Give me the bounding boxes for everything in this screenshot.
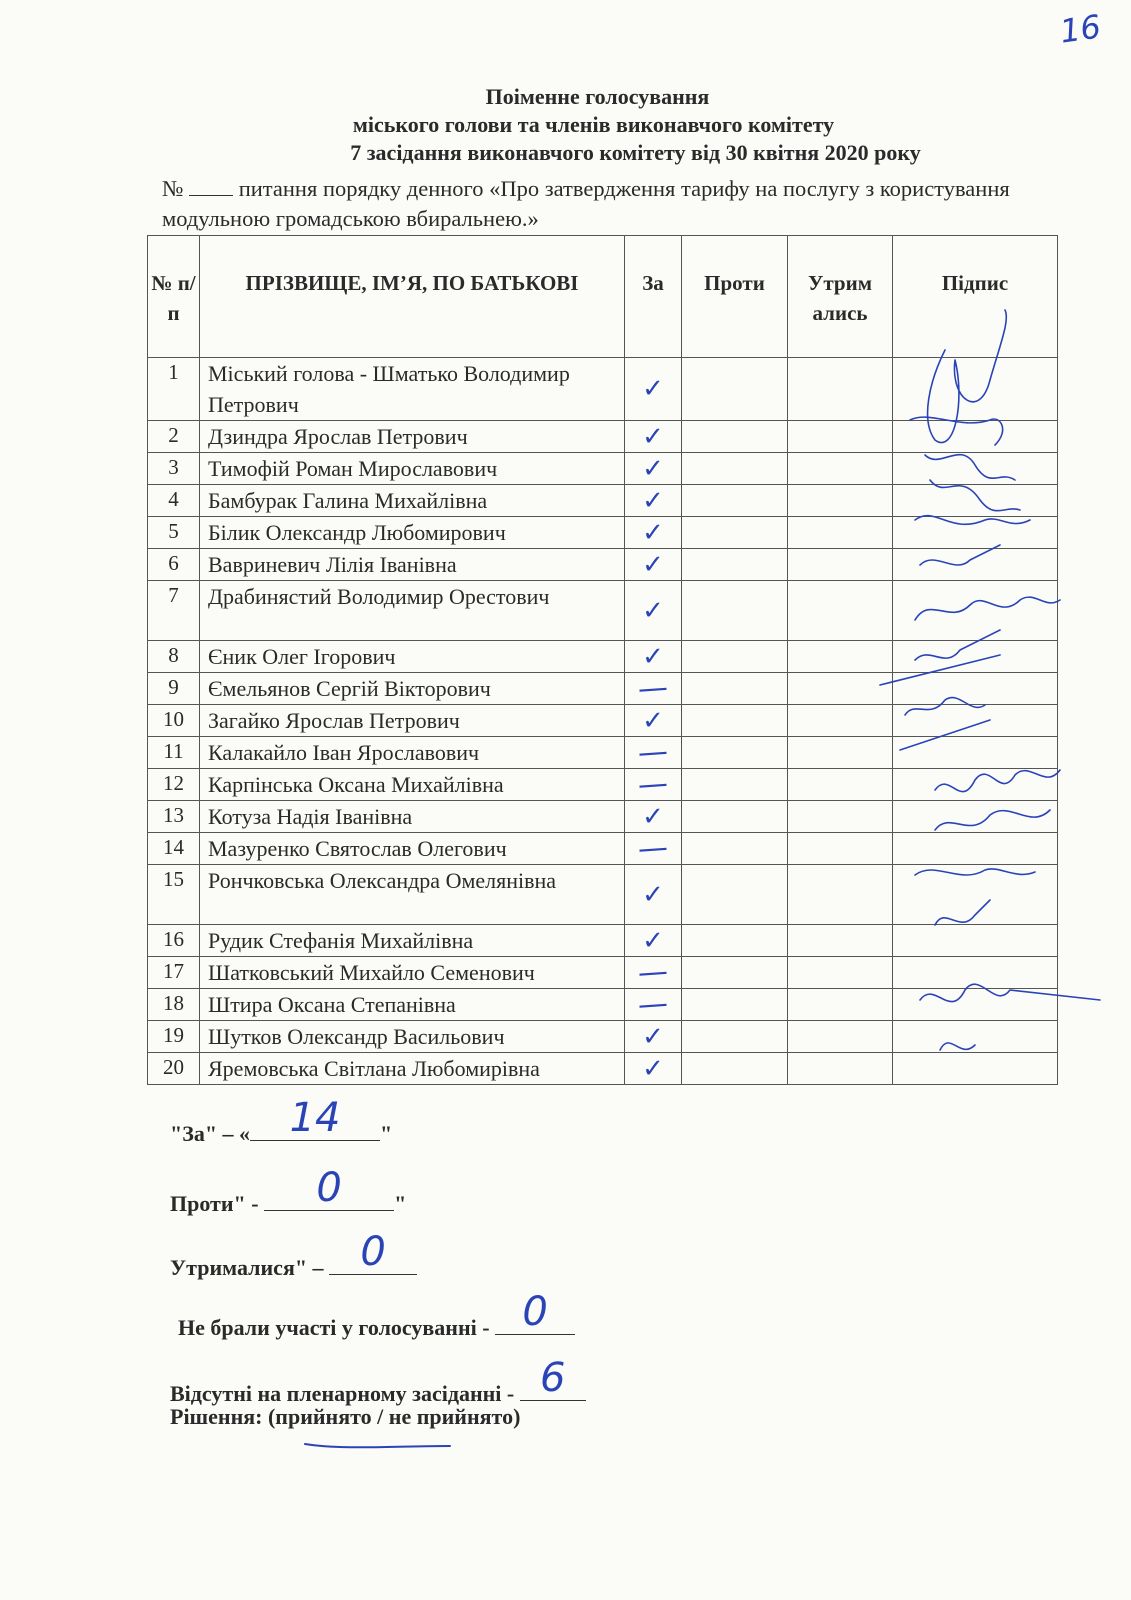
vote-za-cell bbox=[625, 485, 682, 517]
row-number: 12 bbox=[148, 769, 200, 801]
vote-utrymalys-cell bbox=[788, 989, 893, 1021]
row-number: 5 bbox=[148, 517, 200, 549]
dash-mark-icon: — bbox=[636, 733, 670, 771]
signature-cell bbox=[893, 358, 1058, 421]
vote-utrymalys-cell bbox=[788, 705, 893, 737]
summary-utrymalysia-label: Утрималися" – bbox=[170, 1255, 330, 1280]
table-row bbox=[148, 453, 1058, 485]
table-row bbox=[148, 925, 1058, 957]
member-name: Яремовська Світлана Любомирівна bbox=[200, 1053, 625, 1085]
row-number: 16 bbox=[148, 925, 200, 957]
dash-mark-icon: — bbox=[636, 829, 670, 867]
member-name: Міський голова - Шматько Володимир Петрович bbox=[200, 358, 625, 421]
vote-za-cell bbox=[625, 801, 682, 833]
table-row bbox=[148, 801, 1058, 833]
dash-mark-icon: — bbox=[636, 953, 670, 991]
vote-proty-cell bbox=[682, 737, 788, 769]
vote-utrymalys-cell bbox=[788, 1053, 893, 1085]
table-row bbox=[148, 673, 1058, 705]
vote-proty-cell bbox=[682, 925, 788, 957]
signature-cell bbox=[893, 453, 1058, 485]
agenda-number-blank bbox=[189, 177, 233, 196]
roll-call-table bbox=[147, 235, 1058, 1085]
summary-ne-braly-label: Не брали участі у голосуванні - bbox=[178, 1315, 496, 1340]
table-row bbox=[148, 549, 1058, 581]
vote-proty-cell bbox=[682, 957, 788, 989]
member-name: Вавриневич Лілія Іванівна bbox=[200, 549, 625, 581]
table-row bbox=[148, 833, 1058, 865]
summary-za-label: "За" – « bbox=[170, 1121, 251, 1146]
vote-utrymalys-cell bbox=[788, 1021, 893, 1053]
checkmark-icon: ✓ bbox=[642, 801, 664, 832]
checkmark-icon: ✓ bbox=[642, 549, 664, 580]
vote-proty-cell bbox=[682, 549, 788, 581]
row-number: 2 bbox=[148, 421, 200, 453]
vote-proty-cell bbox=[682, 865, 788, 925]
checkmark-icon: ✓ bbox=[642, 595, 664, 626]
vote-proty-cell bbox=[682, 421, 788, 453]
signature-cell bbox=[893, 549, 1058, 581]
vote-utrymalys-cell bbox=[788, 957, 893, 989]
vote-za-cell bbox=[625, 1021, 682, 1053]
row-number: 15 bbox=[148, 865, 200, 925]
vote-proty-cell bbox=[682, 641, 788, 673]
table-row bbox=[148, 957, 1058, 989]
member-name: Котуза Надія Іванівна bbox=[200, 801, 625, 833]
row-number: 3 bbox=[148, 453, 200, 485]
vote-za-cell bbox=[625, 765, 682, 803]
vote-proty-cell bbox=[682, 801, 788, 833]
summary-rishennia bbox=[170, 1404, 520, 1430]
vote-za-cell bbox=[625, 953, 682, 991]
summary-ne-braly-value: 0 bbox=[522, 1289, 548, 1335]
vote-proty-cell bbox=[682, 581, 788, 641]
signature-cell bbox=[893, 957, 1058, 989]
vote-za-cell bbox=[625, 358, 682, 421]
checkmark-icon: ✓ bbox=[642, 925, 664, 956]
table-row bbox=[148, 421, 1058, 453]
signature-cell bbox=[893, 865, 1058, 925]
vote-proty-cell bbox=[682, 358, 788, 421]
page-number: 16 bbox=[1057, 7, 1104, 51]
member-name: Ємельянов Сергій Вікторович bbox=[200, 673, 625, 705]
table-row bbox=[148, 358, 1058, 421]
checkmark-icon: ✓ bbox=[642, 641, 664, 672]
row-number: 1 bbox=[148, 358, 200, 421]
row-number: 7 bbox=[148, 581, 200, 641]
summary-ne-braly bbox=[178, 1289, 575, 1341]
row-number: 9 bbox=[148, 673, 200, 705]
vote-proty-cell bbox=[682, 1053, 788, 1085]
member-name: Карпінська Оксана Михайлівна bbox=[200, 769, 625, 801]
prynyato-underline-icon bbox=[305, 1444, 450, 1447]
table-row bbox=[148, 865, 1058, 925]
vote-za-cell bbox=[625, 705, 682, 737]
row-number: 6 bbox=[148, 549, 200, 581]
vote-za-cell bbox=[625, 517, 682, 549]
member-name: Дзиндра Ярослав Петрович bbox=[200, 421, 625, 453]
signature-cell bbox=[893, 421, 1058, 453]
table-row bbox=[148, 1053, 1058, 1085]
row-number: 20 bbox=[148, 1053, 200, 1085]
table-row bbox=[148, 485, 1058, 517]
row-number: 4 bbox=[148, 485, 200, 517]
vote-utrymalys-cell bbox=[788, 865, 893, 925]
document-title-line-3: 7 засідання виконавчого комітету від 30 квітня 2020 року bbox=[350, 140, 921, 165]
summary-za-field bbox=[250, 1095, 380, 1141]
table-row bbox=[148, 1021, 1058, 1053]
signature-cell bbox=[893, 1021, 1058, 1053]
signature-cell bbox=[893, 833, 1058, 865]
table-row bbox=[148, 737, 1058, 769]
row-number: 19 bbox=[148, 1021, 200, 1053]
table-row bbox=[148, 705, 1058, 737]
checkmark-icon: ✓ bbox=[642, 453, 664, 484]
row-number: 10 bbox=[148, 705, 200, 737]
table-row bbox=[148, 769, 1058, 801]
member-name: Калакайло Іван Ярославович bbox=[200, 737, 625, 769]
vote-utrymalys-cell bbox=[788, 485, 893, 517]
summary-za-label-end: " bbox=[380, 1121, 393, 1146]
summary-vidsutni-label: Відсутні на пленарному засіданні - bbox=[170, 1381, 520, 1406]
summary-rishennia-label: Рішення: (прийнято / не прийнято) bbox=[170, 1404, 521, 1429]
vote-za-cell bbox=[625, 1053, 682, 1085]
signature-cell bbox=[893, 581, 1058, 641]
vote-proty-cell bbox=[682, 705, 788, 737]
checkmark-icon: ✓ bbox=[642, 485, 664, 516]
vote-za-cell bbox=[625, 641, 682, 673]
member-name: Шутков Олександр Васильович bbox=[200, 1021, 625, 1053]
member-name: Мазуренко Святослав Олегович bbox=[200, 833, 625, 865]
summary-ne-braly-field bbox=[495, 1289, 575, 1335]
header-num: № п/п bbox=[148, 236, 200, 358]
table-row bbox=[148, 517, 1058, 549]
member-name: Тимофій Роман Мирославович bbox=[200, 453, 625, 485]
signature-cell bbox=[893, 705, 1058, 737]
checkmark-icon: ✓ bbox=[642, 705, 664, 736]
summary-vidsutni-field bbox=[520, 1355, 586, 1401]
signature-cell bbox=[893, 485, 1058, 517]
signature-cell bbox=[893, 801, 1058, 833]
member-name: Штира Оксана Степанівна bbox=[200, 989, 625, 1021]
summary-proty-label: Проти" - bbox=[170, 1191, 265, 1216]
row-number: 13 bbox=[148, 801, 200, 833]
vote-utrymalys-cell bbox=[788, 517, 893, 549]
vote-za-cell bbox=[625, 549, 682, 581]
member-name: Шатковський Михайло Семенович bbox=[200, 957, 625, 989]
document-title-line-1: Поіменне голосування bbox=[485, 84, 710, 109]
vote-za-cell bbox=[625, 829, 682, 867]
vote-utrymalys-cell bbox=[788, 925, 893, 957]
vote-za-cell bbox=[625, 421, 682, 453]
header-name: ПРІЗВИЩЕ, ІМ’Я, ПО БАТЬКОВІ bbox=[200, 236, 625, 358]
member-name: Рудик Стефанія Михайлівна bbox=[200, 925, 625, 957]
summary-vidsutni bbox=[170, 1355, 586, 1407]
header-utrymalys: Утрим ались bbox=[788, 236, 893, 358]
signature-cell bbox=[893, 673, 1058, 705]
vote-proty-cell bbox=[682, 1021, 788, 1053]
agenda-prefix: № bbox=[162, 176, 184, 201]
row-number: 14 bbox=[148, 833, 200, 865]
member-name: Загайко Ярослав Петрович bbox=[200, 705, 625, 737]
vote-utrymalys-cell bbox=[788, 421, 893, 453]
vote-za-cell bbox=[625, 453, 682, 485]
row-number: 17 bbox=[148, 957, 200, 989]
vote-proty-cell bbox=[682, 485, 788, 517]
checkmark-icon: ✓ bbox=[642, 879, 664, 910]
signature-cell bbox=[893, 517, 1058, 549]
vote-utrymalys-cell bbox=[788, 673, 893, 705]
vote-za-cell bbox=[625, 985, 682, 1023]
vote-utrymalys-cell bbox=[788, 641, 893, 673]
dash-mark-icon: — bbox=[636, 985, 670, 1023]
summary-vidsutni-value: 6 bbox=[540, 1355, 566, 1401]
summary-za-value: 14 bbox=[289, 1095, 341, 1141]
dash-mark-icon: — bbox=[636, 669, 670, 707]
member-name: Єник Олег Ігорович bbox=[200, 641, 625, 673]
member-name: Білик Олександр Любомирович bbox=[200, 517, 625, 549]
vote-za-cell bbox=[625, 865, 682, 925]
checkmark-icon: ✓ bbox=[642, 517, 664, 548]
summary-utrymalysia bbox=[170, 1229, 417, 1281]
agenda-item bbox=[162, 174, 1057, 234]
vote-utrymalys-cell bbox=[788, 549, 893, 581]
table-row bbox=[148, 581, 1058, 641]
checkmark-icon: ✓ bbox=[642, 1053, 664, 1084]
member-name: Рончковська Олександра Омелянівна bbox=[200, 865, 625, 925]
vote-za-cell bbox=[625, 733, 682, 771]
summary-utrymalysia-value: 0 bbox=[360, 1229, 386, 1275]
vote-proty-cell bbox=[682, 833, 788, 865]
agenda-text: питання порядку денного «Про затвердження тарифу на послугу з користування модульною громадською вбиральнею.» bbox=[162, 176, 1010, 231]
checkmark-icon: ✓ bbox=[642, 374, 664, 404]
vote-utrymalys-cell bbox=[788, 737, 893, 769]
signature-cell bbox=[893, 1053, 1058, 1085]
summary-proty bbox=[170, 1165, 407, 1217]
vote-za-cell bbox=[625, 669, 682, 707]
member-name: Драбинястий Володимир Орестович bbox=[200, 581, 625, 641]
vote-proty-cell bbox=[682, 769, 788, 801]
member-name: Бамбурак Галина Михайлівна bbox=[200, 485, 625, 517]
vote-utrymalys-cell bbox=[788, 833, 893, 865]
vote-utrymalys-cell bbox=[788, 358, 893, 421]
table-row bbox=[148, 641, 1058, 673]
document-title-line-2: міського голови та членів виконавчого комітету bbox=[352, 112, 835, 137]
row-number: 11 bbox=[148, 737, 200, 769]
header-pidpys: Підпис bbox=[893, 236, 1058, 358]
row-number: 18 bbox=[148, 989, 200, 1021]
vote-utrymalys-cell bbox=[788, 801, 893, 833]
vote-proty-cell bbox=[682, 673, 788, 705]
summary-proty-field bbox=[264, 1165, 394, 1211]
signature-cell bbox=[893, 925, 1058, 957]
summary-za bbox=[170, 1095, 393, 1147]
signature-cell bbox=[893, 989, 1058, 1021]
header-proty: Проти bbox=[682, 236, 788, 358]
vote-proty-cell bbox=[682, 517, 788, 549]
vote-za-cell bbox=[625, 925, 682, 957]
vote-utrymalys-cell bbox=[788, 581, 893, 641]
summary-proty-value: 0 bbox=[316, 1165, 342, 1211]
row-number: 8 bbox=[148, 641, 200, 673]
vote-za-cell bbox=[625, 581, 682, 641]
table-row bbox=[148, 989, 1058, 1021]
dash-mark-icon: — bbox=[636, 765, 670, 803]
header-za: За bbox=[625, 236, 682, 358]
vote-proty-cell bbox=[682, 989, 788, 1021]
signature-cell bbox=[893, 641, 1058, 673]
vote-utrymalys-cell bbox=[788, 769, 893, 801]
summary-utrymalysia-field bbox=[329, 1229, 417, 1275]
summary-proty-label-end: " bbox=[394, 1191, 407, 1216]
checkmark-icon: ✓ bbox=[642, 1021, 664, 1052]
vote-utrymalys-cell bbox=[788, 453, 893, 485]
signature-cell bbox=[893, 769, 1058, 801]
signature-cell bbox=[893, 737, 1058, 769]
vote-proty-cell bbox=[682, 453, 788, 485]
checkmark-icon: ✓ bbox=[642, 421, 664, 452]
